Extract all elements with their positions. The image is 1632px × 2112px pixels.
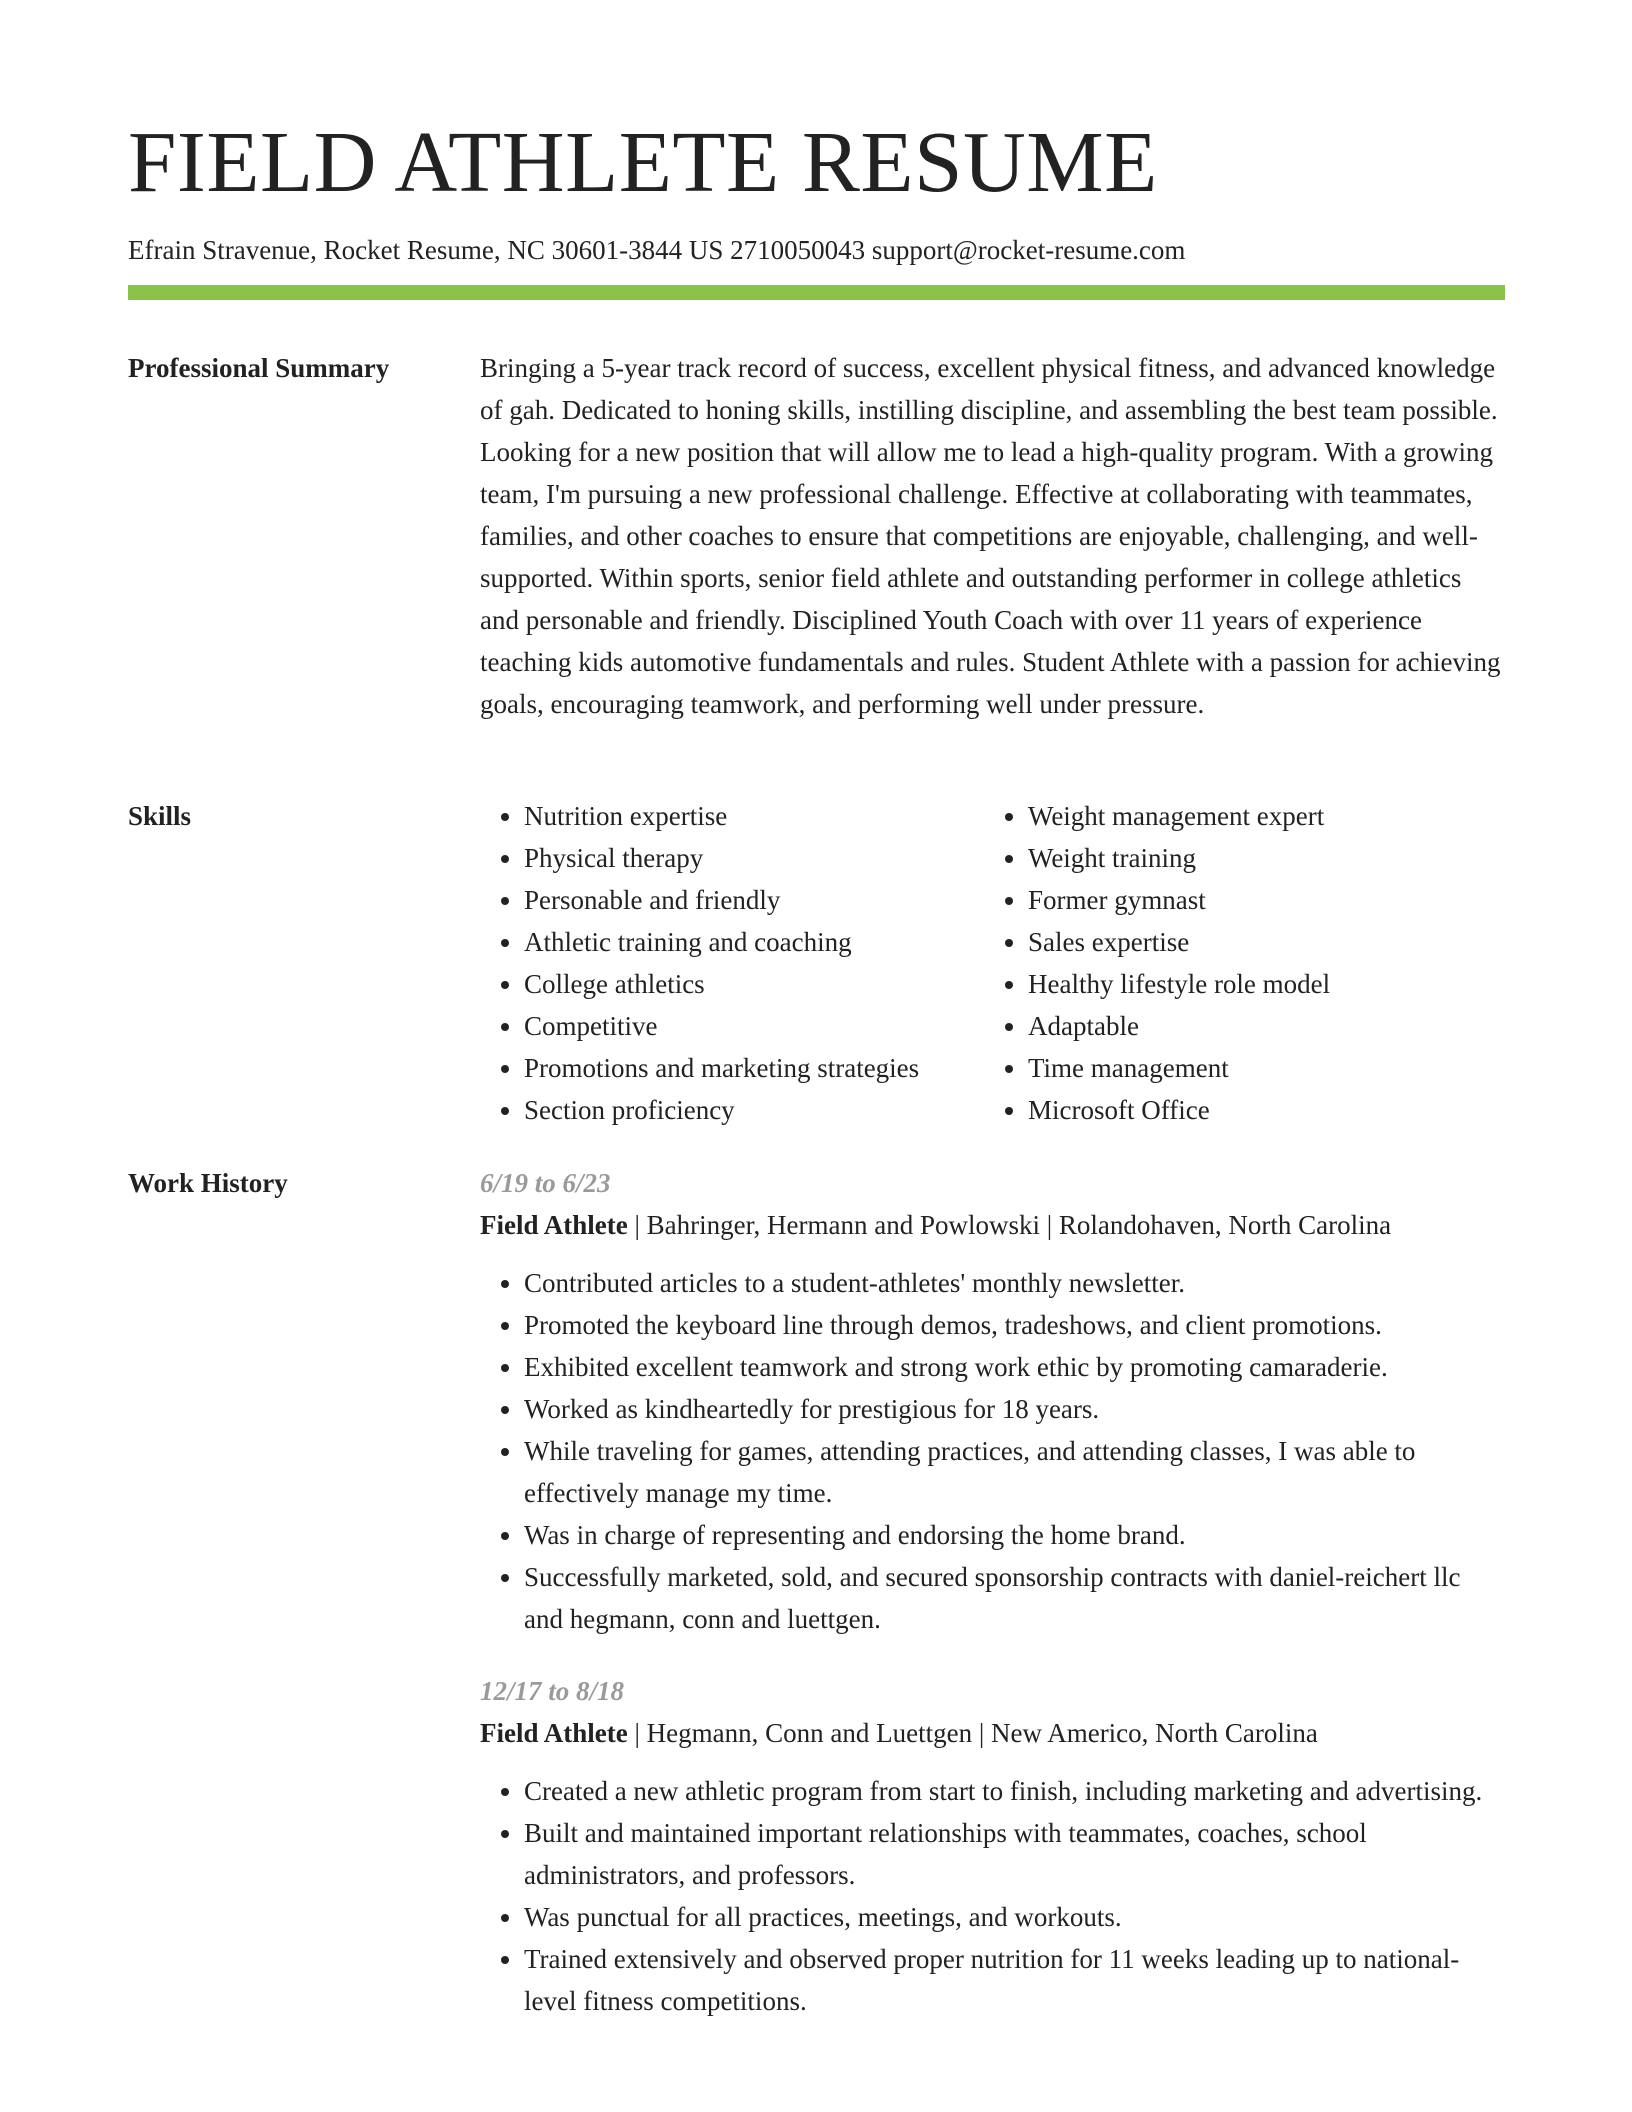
job-bullet: • Promoted the keyboard line through demos, tradeshows, and client promotions. [524, 1304, 1505, 1346]
skill-item: • Promotions and marketing strategies [524, 1047, 984, 1089]
job-heading [480, 1712, 1505, 1754]
work-label: Work History [128, 1168, 288, 1198]
contact-line: Efrain Stravenue, Rocket Resume, NC 30601-3844 US 2710050043 support@rocket-resume.com [128, 235, 1186, 265]
job-entry [480, 1670, 1505, 2022]
job-bullet: • Contributed articles to a student-athletes' monthly newsletter. [524, 1262, 1505, 1304]
skill-item: • Sales expertise [1028, 921, 1488, 963]
job-dates: 6/19 to 6/23 [480, 1168, 611, 1198]
job-title: Field Athlete [480, 1210, 628, 1240]
skill-item: • Healthy lifestyle role model [1028, 963, 1488, 1005]
skill-item: • Time management [1028, 1047, 1488, 1089]
work-body [480, 1162, 1505, 2022]
skill-item: • Nutrition expertise [524, 795, 984, 837]
skills-label: Skills [128, 801, 192, 831]
skill-item: • College athletics [524, 963, 984, 1005]
job-bullets [480, 1770, 1505, 2022]
job-bullet: • Was punctual for all practices, meetings, and workouts. [524, 1896, 1505, 1938]
job-entry [480, 1162, 1505, 1640]
job-bullet: • Exhibited excellent teamwork and strong work ethic by promoting camaraderie. [524, 1346, 1505, 1388]
skill-item: • Former gymnast [1028, 879, 1488, 921]
skills-grid [480, 795, 1505, 1131]
skill-item: • Weight management expert [1028, 795, 1488, 837]
skills-list-right [984, 795, 1488, 1131]
job-dates: 12/17 to 8/18 [480, 1676, 625, 1706]
job-bullet: • Built and maintained important relationships with teammates, coaches, school administrators, and professors. [524, 1812, 1505, 1896]
job-bullet: • Was in charge of representing and endorsing the home brand. [524, 1514, 1505, 1556]
skill-item: • Adaptable [1028, 1005, 1488, 1047]
skill-item: • Athletic training and coaching [524, 921, 984, 963]
skills-body [480, 795, 1505, 1131]
job-bullet: • While traveling for games, attending practices, and attending classes, I was able to effectively manage my time. [524, 1430, 1505, 1514]
job-bullet: • Created a new athletic program from start to finish, including marketing and advertising. [524, 1770, 1505, 1812]
job-bullet: • Trained extensively and observed proper nutrition for 11 weeks leading up to national-level fitness competitions. [524, 1938, 1505, 2022]
job-bullet: • Successfully marketed, sold, and secured sponsorship contracts with daniel-reichert llc and hegmann, conn and luettgen. [524, 1556, 1505, 1640]
accent-divider [128, 285, 1505, 300]
summary-label: Professional Summary [128, 353, 390, 383]
skill-item: • Competitive [524, 1005, 984, 1047]
resume-title: FIELD ATHLETE RESUME [128, 113, 1158, 210]
skill-item: • Personable and friendly [524, 879, 984, 921]
job-title: Field Athlete [480, 1718, 628, 1748]
skill-item: • Physical therapy [524, 837, 984, 879]
summary-body [480, 347, 1505, 725]
summary-text: Bringing a 5-year track record of success, excellent physical fitness, and advanced knowledge of gah. Dedicated to honing skills, instilling discipline, and assembling the best team possible. Looking for a new position that will allow me to lead a high-quality program. With a growing team, I'm pursuing a new professional challenge. Effective at collaborating with teammates, families, and other coaches to ensure that competitions are enjoyable, challenging, and well-supported. Within sports, senior field athlete and outstanding performer in college athletics and personable and friendly. Disciplined Youth Coach with over 11 years of experience teaching kids automotive fundamentals and rules. Student Athlete with a passion for achieving goals, encouraging teamwork, and performing well under pressure. [480, 353, 1501, 719]
skills-list-left [480, 795, 984, 1131]
job-details: | Bahringer, Hermann and Powlowski | Rolandohaven, North Carolina [627, 1210, 1392, 1240]
job-bullets [480, 1262, 1505, 1640]
skill-item: • Weight training [1028, 837, 1488, 879]
skill-item: • Section proficiency [524, 1089, 984, 1131]
job-details: | Hegmann, Conn and Luettgen | New Americo, North Carolina [627, 1718, 1318, 1748]
skill-item: • Microsoft Office [1028, 1089, 1488, 1131]
job-heading [480, 1204, 1505, 1246]
job-bullet: • Worked as kindheartedly for prestigious for 18 years. [524, 1388, 1505, 1430]
